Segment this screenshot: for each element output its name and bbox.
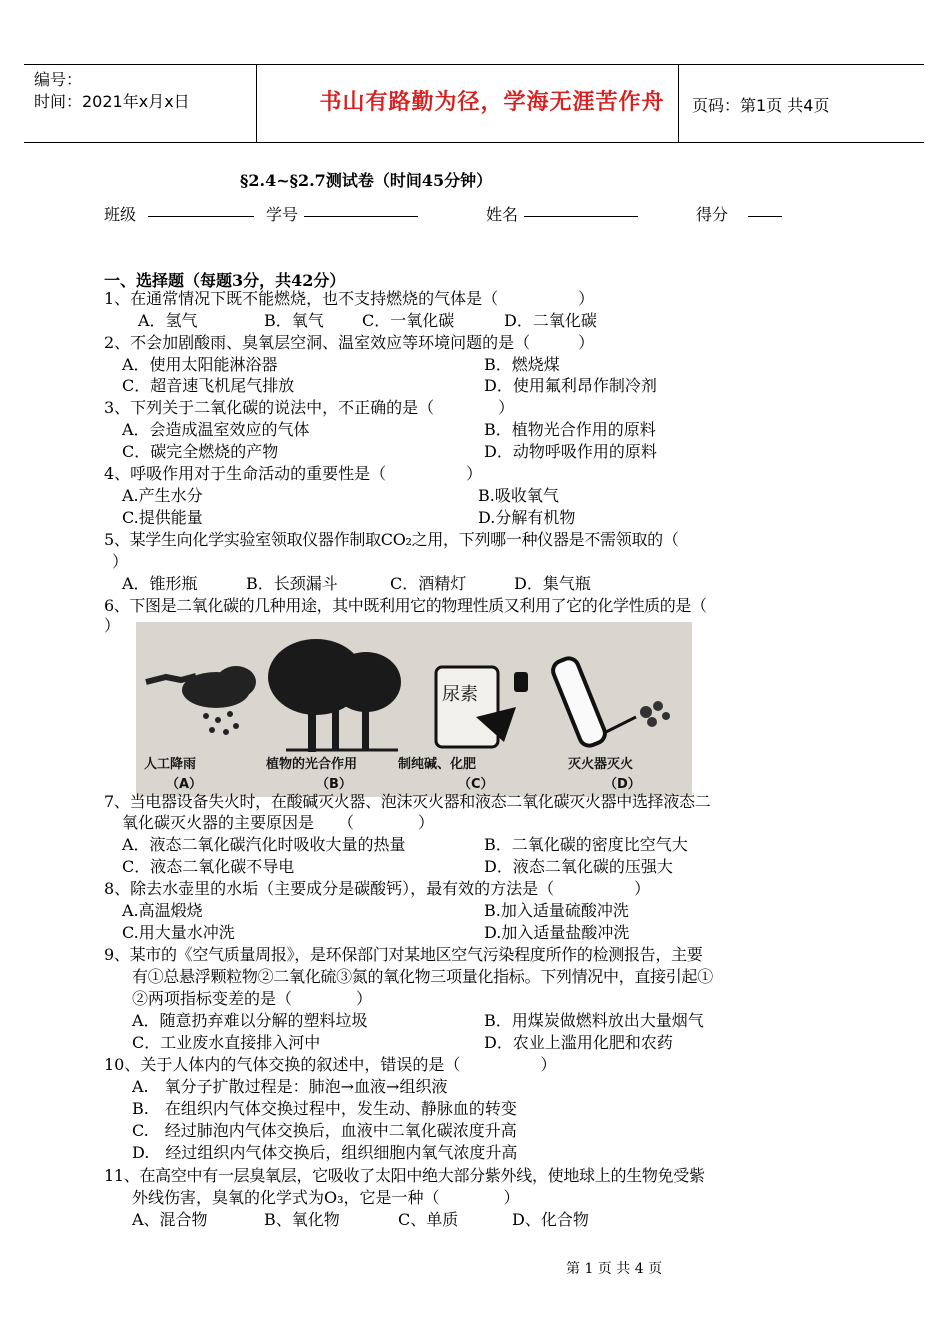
q8-option-a: A.高温煅烧 (122, 901, 203, 920)
question-7-stem: 7、当电器设备失火时，在酸碱灭火器、泡沫灭火器和液态二氧化碳灭火器中选择液态二 (104, 792, 711, 811)
q4-option-a: A.产生水分 (122, 486, 203, 505)
q9-option-d: D．农业上滥用化肥和农药 (484, 1033, 673, 1052)
q11-option-d: D、化合物 (512, 1210, 589, 1229)
question-9-stem-cont: 有①总悬浮颗粒物②二氧化硫③氮的氧化物三项量化指标。下列情况中，直接引起① (132, 967, 713, 986)
question-6-stem-cont: ） (104, 616, 121, 635)
q11-option-b: B、氧化物 (264, 1210, 340, 1229)
q10-option-d: D. 经过组织内气体交换后，组织细胞内氧气浓度升高 (132, 1143, 518, 1162)
figure-letter-a: （A） (166, 777, 203, 792)
q8-option-d: D.加入适量盐酸冲洗 (484, 923, 630, 942)
q8-option-c: C.用大量水冲洗 (122, 923, 235, 942)
question-11-stem: 11、在高空中有一层臭氧层，它吸收了太阳中绝大部分紫外线，使地球上的生物免受紫 (104, 1166, 705, 1185)
number-blank[interactable] (304, 216, 418, 217)
q5-option-b: B．长颈漏斗 (246, 574, 338, 593)
q7-option-b: B．二氧化碳的密度比空气大 (484, 835, 688, 854)
page-header (24, 64, 924, 143)
q8-option-b: B.加入适量硫酸冲洗 (484, 901, 629, 920)
q2-option-c: C．超音速飞机尾气排放 (122, 376, 295, 395)
exam-title: §2.4~§2.7测试卷（时间45分钟） (240, 171, 493, 190)
figure-label-b: 植物的光合作用 (266, 757, 358, 772)
question-7-stem-cont: 氧化碳灭火器的主要原因是 （ ） (122, 813, 435, 832)
question-9-stem-cont2: ②两项指标变差的是（ ） (132, 989, 373, 1008)
header-divider (678, 65, 679, 142)
question-3-stem: 3、下列关于二氧化碳的说法中，不正确的是（ ） (104, 398, 515, 417)
time-label: 时间：2021年x月x日 (34, 92, 190, 111)
q11-option-a: A、混合物 (132, 1210, 208, 1229)
figure-letter-d: （D） (604, 777, 641, 792)
q1-option-b: B．氧气 (264, 311, 324, 330)
q1-option-c: C．一氧化碳 (362, 311, 455, 330)
trees-icon (268, 639, 401, 752)
fertilizer-bag-icon (436, 667, 528, 747)
header-page-info: 页码：第1页 共4页 (692, 96, 830, 115)
q2-option-a: A．使用太阳能淋浴器 (122, 355, 278, 374)
score-blank[interactable] (748, 216, 782, 217)
question-5-stem: 5、某学生向化学实验室领取仪器作制取CO₂之用，下列哪一种仪器是不需领取的（ (104, 530, 679, 549)
name-label: 姓名 (486, 205, 519, 224)
figure-label-d: 灭火器灭火 (568, 757, 634, 772)
number-label: 学号 (266, 205, 299, 224)
question-1-stem: 1、在通常情况下既不能燃烧，也不支持燃烧的气体是（ ） (104, 289, 595, 308)
q7-option-d: D．液态二氧化碳的压强大 (484, 857, 673, 876)
question-6-stem: 6、下图是二氧化碳的几种用途，其中既利用它的物理性质又利用了它的化学性质的是（ (104, 596, 707, 615)
q10-option-c: C. 经过肺泡内气体交换后，血液中二氧化碳浓度升高 (132, 1121, 517, 1140)
name-blank[interactable] (524, 216, 638, 217)
q10-option-b: B. 在组织内气体交换过程中，发生动、静脉血的转变 (132, 1099, 517, 1118)
figure-letter-b: （B） (316, 777, 352, 792)
q3-option-a: A．会造成温室效应的气体 (122, 420, 310, 439)
q5-option-a: A．锥形瓶 (122, 574, 198, 593)
q3-option-b: B．植物光合作用的原料 (484, 420, 656, 439)
q9-option-b: B．用煤炭做燃料放出大量烟气 (484, 1011, 704, 1030)
question-5-stem-cont: ） (112, 552, 129, 571)
page-footer: 第 1 页 共 4 页 (566, 1261, 663, 1277)
q3-option-d: D．动物呼吸作用的原料 (484, 442, 657, 461)
section-heading: 一、选择题（每题3分，共42分） (104, 271, 346, 290)
figure-label-a: 人工降雨 (144, 757, 197, 772)
q10-option-a: A. 氧分子扩散过程是：肺泡→血液→组织液 (132, 1077, 448, 1096)
q9-option-a: A．随意扔弃难以分解的塑料垃圾 (132, 1011, 368, 1030)
q1-option-a: A．氢气 (138, 311, 198, 330)
q5-option-c: C．酒精灯 (390, 574, 467, 593)
question-10-stem: 10、关于人体内的气体交换的叙述中，错误的是（ ） (104, 1055, 557, 1074)
bag-label: 尿素 (442, 684, 478, 705)
header-divider (256, 65, 257, 142)
score-label: 得分 (696, 205, 729, 224)
figure-label-c: 制纯碱、化肥 (398, 757, 477, 772)
header-motto: 书山有路勤为径，学海无涯苦作舟 (319, 90, 665, 115)
question-4-stem: 4、呼吸作用对于生命活动的重要性是（ ） (104, 464, 483, 483)
q9-option-c: C．工业废水直接排入河中 (132, 1033, 321, 1052)
q7-option-c: C．液态二氧化碳不导电 (122, 857, 295, 876)
question-11-stem-cont: 外线伤害，臭氧的化学式为O₃，它是一种（ ） (132, 1188, 520, 1207)
q7-option-a: A．液态二氧化碳汽化时吸收大量的热量 (122, 835, 406, 854)
q4-option-d: D.分解有机物 (478, 508, 576, 527)
question-2-stem: 2、不会加剧酸雨、臭氧层空洞、温室效应等环境问题的是（ ） (104, 333, 595, 352)
class-blank[interactable] (148, 216, 254, 217)
q1-option-d: D．二氧化碳 (504, 311, 597, 330)
q4-option-b: B.吸收氧气 (478, 486, 559, 505)
q3-option-c: C．碳完全燃烧的产物 (122, 442, 279, 461)
fire-extinguisher-icon (550, 655, 670, 748)
q4-option-c: C.提供能量 (122, 508, 203, 527)
header-left (34, 69, 190, 113)
q2-option-d: D．使用氟利昂作制冷剂 (484, 376, 657, 395)
q11-option-c: C、单质 (398, 1210, 459, 1229)
question-9-stem: 9、某市的《空气质量周报》，是环保部门对某地区空气污染程度所作的检测报告，主要 (104, 945, 703, 964)
co2-uses-illustration (136, 622, 692, 797)
q2-option-b: B．燃烧煤 (484, 355, 560, 374)
class-label: 班级 (104, 205, 137, 224)
question-8-stem: 8、除去水壶里的水垢（主要成分是碳酸钙），最有效的方法是（ ） (104, 879, 651, 898)
co2-uses-figure (136, 622, 692, 797)
serial-label: 编号： (34, 70, 83, 89)
figure-letter-c: （C） (458, 777, 494, 792)
cloud-rain-icon (146, 666, 256, 735)
q5-option-d: D．集气瓶 (514, 574, 591, 593)
